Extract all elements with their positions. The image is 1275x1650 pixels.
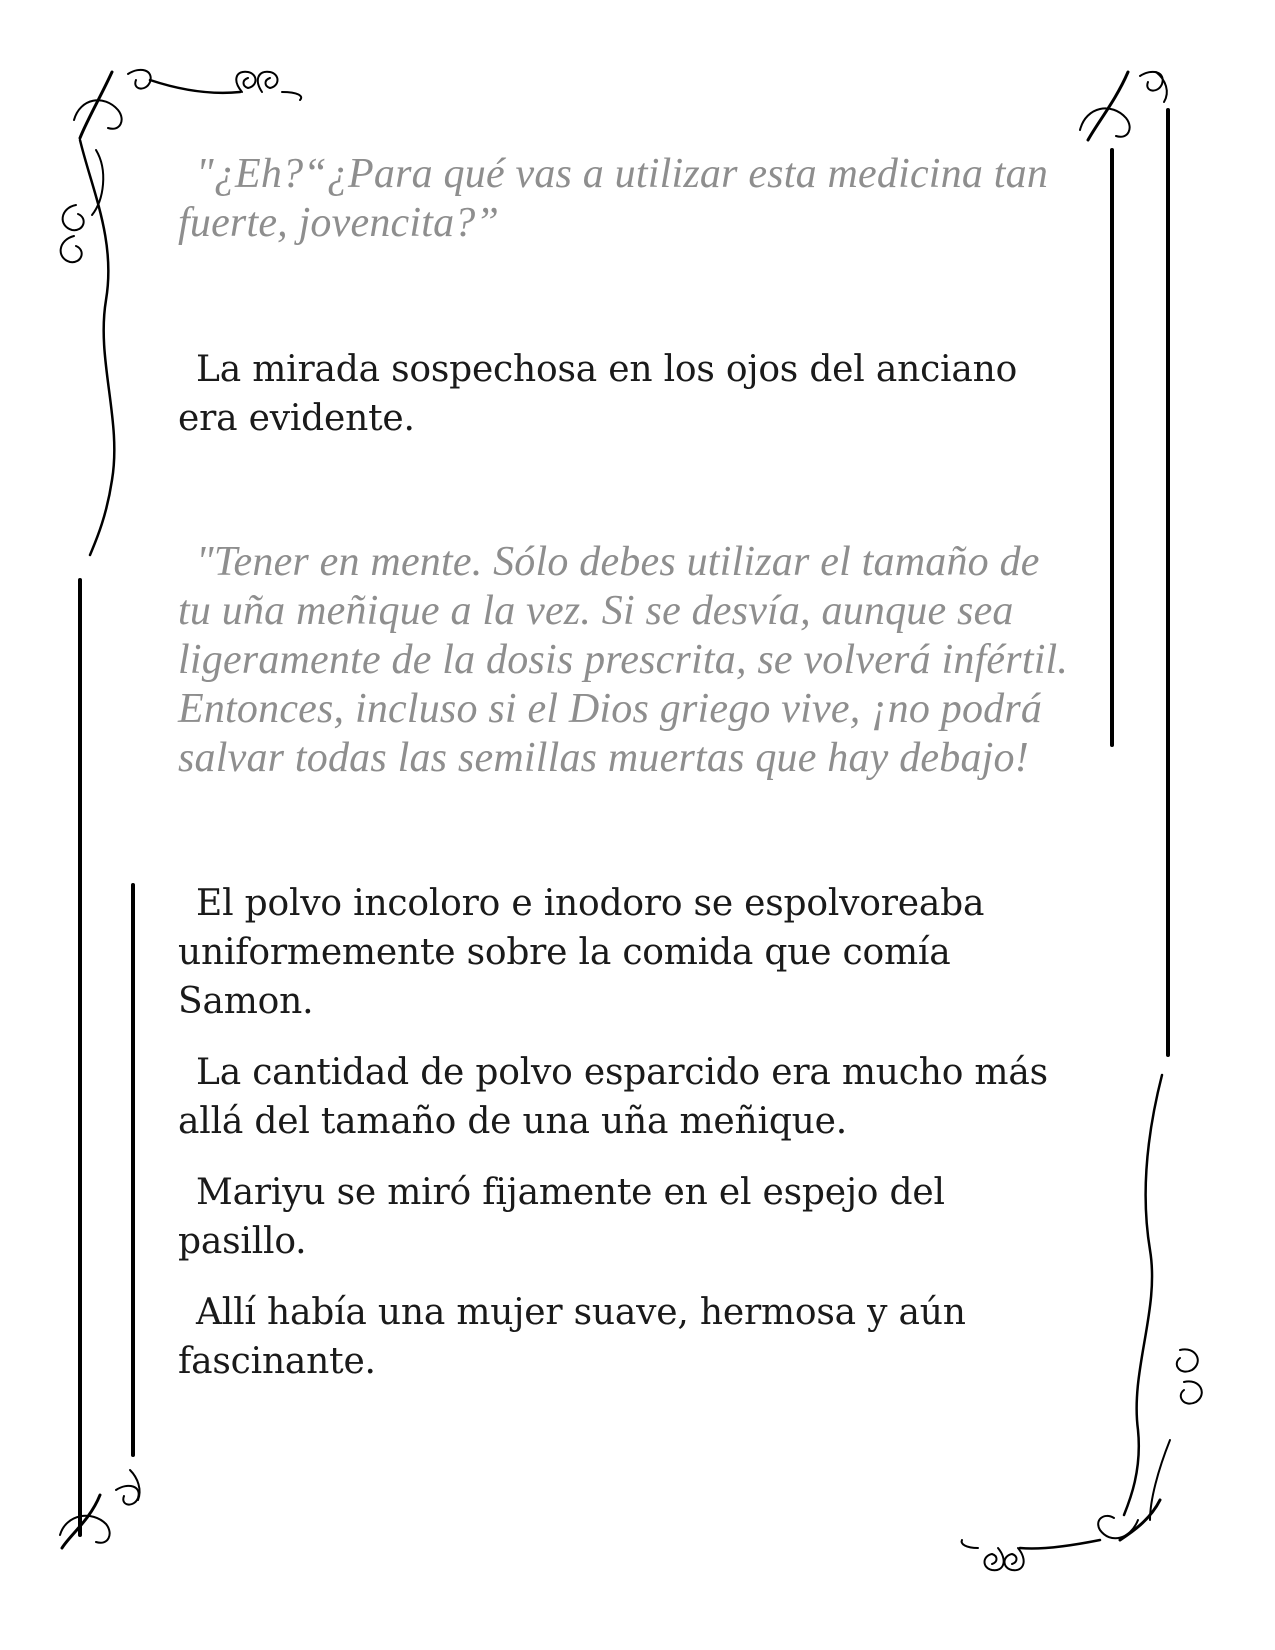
narration-paragraph: Allí había una mujer suave, hermosa y aún fascinante. [178, 1292, 966, 1382]
narration-paragraph: Mariyu se miró fijamente en el espejo del pasillo. [178, 1172, 945, 1262]
narration-paragraph: El polvo incoloro e inodoro se espolvoreaba uniformemente sobre la comida que comía Samon. [178, 883, 985, 1022]
dialogue-paragraph: "Tener en mente. Sólo debes utilizar el tamaño de tu uña meñique a la vez. Si se desvía, aunque sea ligeramente de la dosis prescrita, se volverá infértil. Entonces, incluso si el Dios griego vive, ¡no podrá salvar todas las semillas muertas que hay debajo! [178, 539, 1069, 781]
narration-paragraph: La cantidad de polvo esparcido era mucho más allá del tamaño de una uña meñique. [178, 1052, 1048, 1142]
dialogue-paragraph: "¿Eh?“¿Para qué vas a utilizar esta medicina tan fuerte, jovencita?” [178, 151, 1049, 246]
narration-paragraph: La mirada sospechosa en los ojos del anciano era evidente. [178, 349, 1018, 439]
bottom-left-flourish [60, 1470, 140, 1548]
page-text [178, 150, 1083, 1386]
top-right-flourish [1080, 72, 1167, 140]
